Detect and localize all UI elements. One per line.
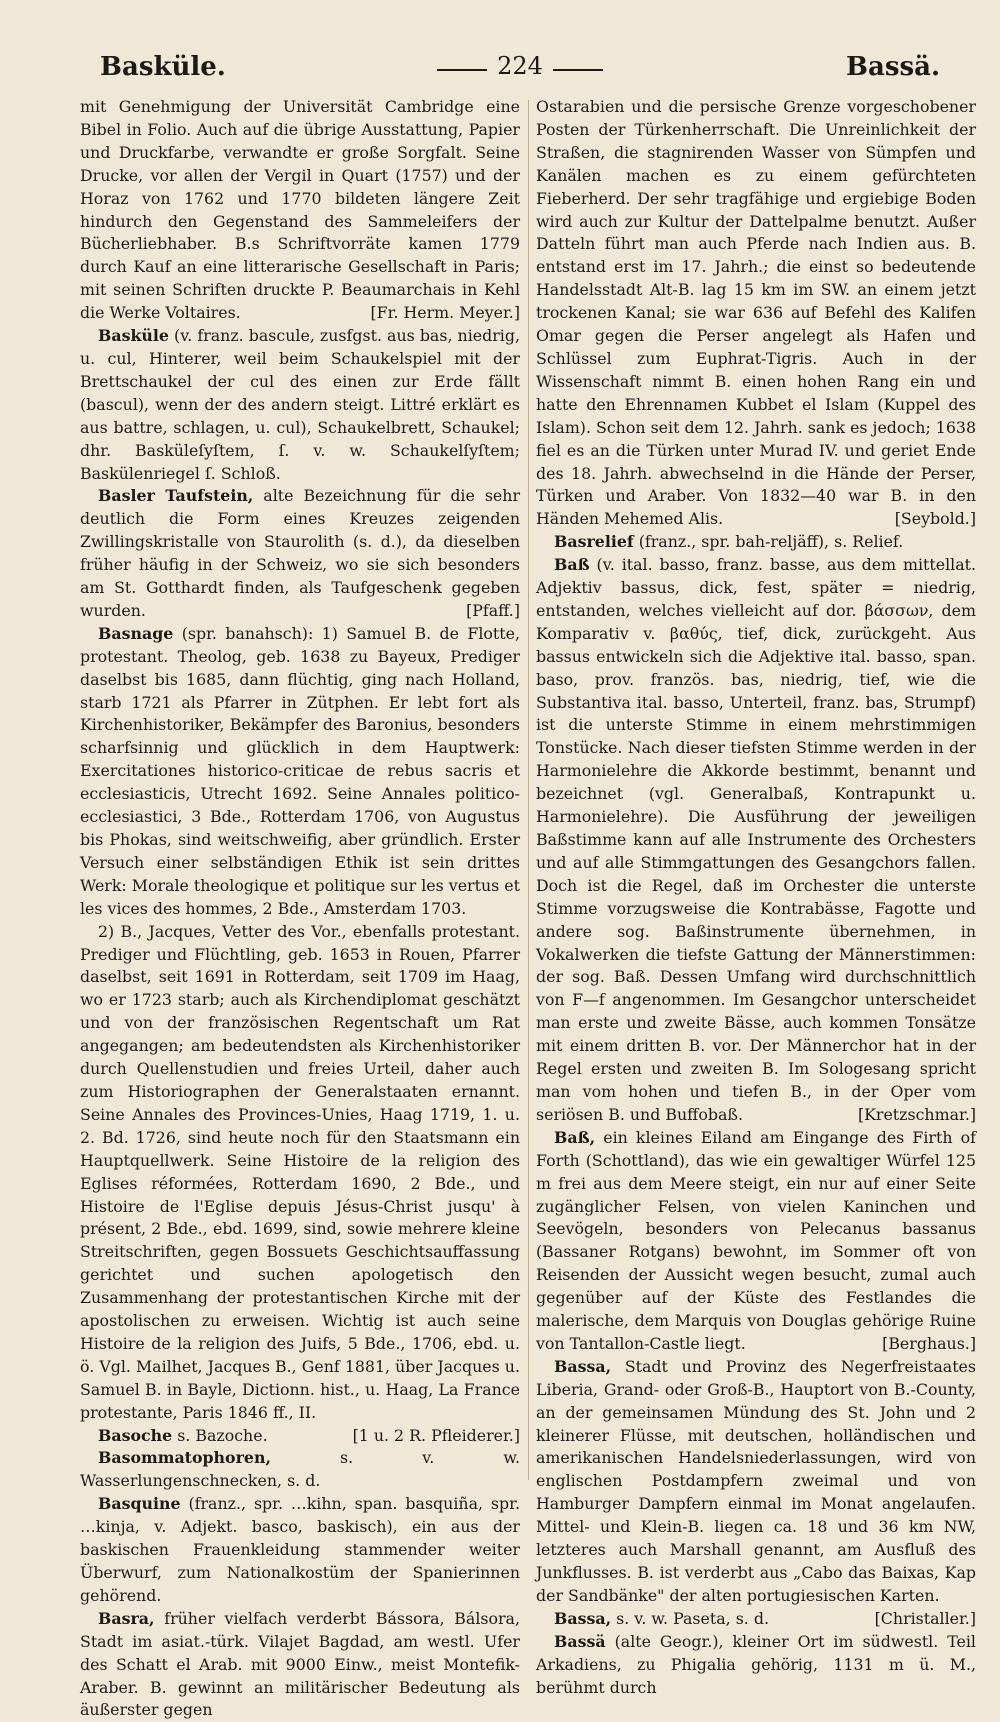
author-signature: [1 u. 2 R. Pfleiderer.] (352, 1425, 520, 1445)
entry-basnage: Basnage (spr. banahsch): 1) Samuel B. de Flotte, protestant. Theolog, geb. 1638 zu Bayeux, Prediger daselbst bis 1685, dann flüchtig, ging nach Holland, starb 1721 als Pfarrer in Zütphen. Er lebt fort als Kirchenhistoriker, Bekämpfer des Baronius, besonders scharfsinnig und glücklich in dem Hauptwerk: Exercitationes historico-criticae de rebus sacris et ecclesiasticis, Utrecht 1692. Seine Annales politico-ecclesiastici, 3 Bde., Rotterdam 1706, von Augustus bis Phokas, sind weitschweifig, aber gründlich. Erster Versuch einer selbständigen Ethik ist sein drittes Werk: Morale theologique et politique sur les vertus et les vices des hommes, 2 Bde., Amsterdam 1703. (80, 623, 520, 918)
left-running-headword: Basküle. (100, 52, 226, 82)
entry-headword: Bassa, (554, 1608, 612, 1628)
entry-headword: Basoche (98, 1425, 173, 1445)
entry-headword: Basnage (98, 623, 174, 643)
entry-headword: Baß (554, 555, 590, 575)
header-rule-left (437, 69, 487, 71)
entry-headword: Basra, (98, 1608, 155, 1628)
entry-basra-continuation: Ostarabien und die persische Grenze vorgeschobener Posten der Türkenherrschaft. Die Unreinlichkeit der Straßen, die stagnirenden Wasser von Sümpfen und Kanälen machen es zu einem gefürchteten Fieberherd. Der sehr tragfähige und ergiebige Boden wird auch zur Kultur der Dattelpalme benutzt. Außer Datteln führt man auch Pferde nach Indien aus. B. entstand erst im 17. Jahrh.; die einst so bedeutende Handelsstadt Alt-B. lag 15 km im SW. an einem jetzt trockenen Kanal; sie war 636 auf Befehl des Kalifen Omar gegen die Perser angelegt als Hafen und Schlüssel zum Euphrat-Tigris. Auch in der Wissenschaft nimmt B. einen hohen Rang ein und hatte den Ehrennamen Kubbet el Islam (Kuppel des Islam). Schon seit dem 12. Jahrh. sank es jedoch; 1638 fiel es an die Türken unter Murad IV. und geriet Ende des 18. Jahrh. abwechselnd in die Hände der Perser, Türken und Araber. Von 1832—40 war B. in den Händen Mehemed Alis. [Seybold.] (536, 96, 976, 531)
entry-basrelief: Basrelief (franz., spr. bah-reljäff), s. Relief. (554, 532, 904, 552)
entry-headword: Basommatophoren, (98, 1448, 271, 1468)
entry-headword: Basküle (98, 326, 169, 346)
right-column (536, 96, 976, 1697)
author-signature: [Fr. Herm. Meyer.] (370, 303, 520, 323)
author-signature: [Kretzschmar.] (857, 1104, 976, 1124)
entry-headword: Bassä (554, 1631, 606, 1651)
entry-basommatophoren: Basommatophoren, s. v. w. Wasserlungenschnecken, s. d. (80, 1448, 520, 1491)
column-divider (528, 100, 529, 1480)
page-header (100, 52, 940, 92)
entry-headword: Baß, (554, 1127, 596, 1147)
entry-bass-island: Baß, ein kleines Eiland am Eingange des Firth of Forth (Schottland), das wie ein gewaltiger Würfel 125 m frei aus dem Meere steigt, ein nur auf einer Seite zugänglicher Felsen, von vielen Kaninchen und Seevögeln, besonders von Pelecanus bassanus (Bassaner Rotgans) bewohnt, im Sommer oft von Reisenden der Aussicht wegen besucht, zumal auch gegenüber auf der Küste des Festlandes die malerische, dem Marquis von Douglas gehörige Ruine von Tantallon-Castle liegt. [Berghaus.] (536, 1127, 976, 1356)
left-column (80, 96, 520, 1720)
entry-bassae: Bassä (alte Geogr.), kleiner Ort im südwestl. Teil Arkadiens, zu Phigalia gehörig, 1131 m ü. M., berühmt durch (536, 1631, 976, 1697)
author-signature: [Berghaus.] (882, 1333, 976, 1353)
entry-basquine: Basquine (franz., spr. …kihn, span. basquiña, spr. …kinja, v. Adjekt. basco, baskisch), ein aus der baskischen Frauenkleidung stammender weiter Überwurf, zum Nationalkostüm der Spanierinnen gehörend. (80, 1494, 520, 1605)
page-number-block (420, 52, 620, 80)
entry-continuation: mit Genehmigung der Universität Cambridge eine Bibel in Folio. Auch auf die übrige Ausstattung, Papier und Druckfarbe, verwandte er große Sorgfalt. Seine Drucke, vor allen der Vergil in Quart (1757) und der Horaz von 1762 und 1770 bildeten längere Zeit hindurch den Gegenstand des Sammeleifers der Bücherliebhaber. B.s Schriftvorräte kamen 1779 durch Kauf an eine litterarische Gesellschaft in Paris; mit seinen Schriften druckte P. Beaumarchais in Kehl die Werke Voltaires. [Fr. Herm. Meyer.] (80, 96, 520, 325)
page-number: 224 (497, 52, 543, 80)
entry-bassa-paseta: Bassa, s. v. w. Paseta, s. d. (554, 1608, 769, 1628)
entry-basler-taufstein: Basler Taufstein, alte Bezeichnung für die sehr deutlich die Form eines Kreuzes zeigenden Zwillingskristalle von Staurolith (s. d.), da dieselben früher häufig in der Schweiz, wo sie sich besonders am St. Gotthardt finden, als Taufgeschenk gegeben wurden. [Pfaff.] (80, 485, 520, 622)
entry-headword: Basrelief (554, 532, 634, 552)
entry-bassa: Bassa, Stadt und Provinz des Negerfreistaates Liberia, Grand- oder Groß-B., Hauptort von B.-County, an der gemeinsamen Mündung des St. John und 2 kleinerer Flüsse, mit deutschen, holländischen und amerikanischen Handelsniederlassungen, wird von englischen Postdampfern zweimal und von Hamburger Dampfern einmal im Monat angelaufen. Mittel- und Klein-B. liegen ca. 18 und 36 km NW, letzteres auch Marshall genannt, am Ausfluß des Junkflusses. B. ist verderbt aus „Cabo das Baixas, Kap der Sandbänke" der alten portugiesischen Karten. [Christaller.] (536, 1356, 976, 1608)
author-signature: [Pfaff.] (466, 600, 520, 620)
entry-basnage-jacques: 2) B., Jacques, Vetter des Vor., ebenfalls protestant. Prediger und Flüchtling, geb. 1653 in Rouen, Pfarrer daselbst, seit 1691 in Rotterdam, seit 1709 im Haag, wo er 1723 starb; auch als Kirchendiplomat geschätzt und von der französischen Regentschaft um Rat angegangen; am bedeutendsten als Kirchenhistoriker durch Quellenstudien und freies Urteil, daher auch zum Historiographen der Generalstaaten ernannt. Seine Annales des Provinces-Unies, Haag 1719, 1. u. 2. Bd. 1726, sind heute noch für den Staatsmann ein Hauptquellwerk. Seine Histoire de la religion des Eglises réformées, Rotterdam 1690, 2 Bde., und Histoire de l'Eglise depuis Jésus-Christ jusqu' à présent, 2 Bde., ebd. 1699, sind, sowie mehrere kleine Streitschriften, gegen Bossuets Geschichtsauffassung gerichtet und suchen apologetisch den Zusammenhang der protestantischen Kirche mit der apostolischen zu erweisen. Wichtig ist auch seine Histoire de la religion des Juifs, 5 Bde., 1706, ebd. u. ö. Vgl. Mailhet, Jacques B., Genf 1881, über Jacques u. Samuel B. in Bayle, Dictionn. hist., u. Haag, La France protestante, Paris 1846 ff., II. (80, 921, 520, 1422)
author-signature: [Christaller.] (874, 1608, 976, 1628)
entry-headword: Basler Taufstein, (98, 486, 254, 506)
entry-bass: Baß (v. ital. basso, franz. basse, aus dem mittellat. Adjektiv bassus, dick, fest, später = niedrig, entstanden, welches vielleicht auf dor. βάσσων, dem Komparativ v. βαθύς, tief, dick, zurückgeht. Aus bassus entwickeln sich die Adjektive ital. basso, span. baso, prov. französ. bas, niedrig, tief, wie die Substantiva ital. basso, Unterteil, franz. bas, Strumpf) ist die unterste Stimme in einem mehrstimmigen Tonstücke. Nach dieser tiefsten Stimme werden in der Harmonielehre die Akkorde bestimmt, benannt und bezeichnet (vgl. Generalbaß, Kontrapunkt u. Harmonielehre). Die Ausführung der jeweiligen Baßstimme kann auf alle Instrumente des Orchesters und auf alle Stimmgattungen des Gesangchors fallen. Doch ist die Regel, daß im Orchester die unterste Stimme vorzugsweise die Kontrabässe, Fagotte und andere sog. Baßinstrumente übernehmen, in Vokalwerken die tiefste Gattung der Männerstimmen: der sog. Baß. Dessen Umfang wird durchschnittlich von F—f angenommen. Im Gesangchor unterscheidet man erste und zweite Bässe, auch kommen Tonsätze mit einem dritten B. vor. Der Männerchor hat in der Regel ersten und zweiten B. Im Sologesang spricht man vom hohen und tiefen B., in der Oper vom seriösen B. und Buffobaß. [Kretzschmar.] (536, 554, 976, 1127)
entry-basoche: Basoche s. Bazoche. [1 u. 2 R. Pfleiderer.] (80, 1425, 520, 1448)
entry-headword: Bassa, (554, 1356, 612, 1376)
header-rule-right (553, 69, 603, 71)
entry-basra: Basra, früher vielfach verderbt Bássora, Bálsora, Stadt im asiat.-türk. Vilajet Bagdad, am westl. Ufer des Schatt el Arab. mit 9000 Einw., meist Montefik-Araber. B. gewinnt an militärischer Bedeutung als äußerster gegen (80, 1608, 520, 1720)
right-running-headword: Bassä. (846, 52, 940, 82)
entry-headword: Basquine (98, 1494, 181, 1514)
entry-baskuele: Basküle (v. franz. bascule, zusfgst. aus bas, niedrig, u. cul, Hinterer, weil beim Schaukelspiel mit der Brettschaukel der cul des einen zur Erde fällt (bascul), wenn der des andern steigt. Littré erklärt es aus battre, schlagen, u. cul), Schaukelbrett, Schaukel; dhr. Basküleſyſtem, ſ. v. w. Schaukelſyſtem; Baskülenriegel ſ. Schloß. (80, 326, 520, 483)
author-signature: [Seybold.] (894, 509, 976, 529)
